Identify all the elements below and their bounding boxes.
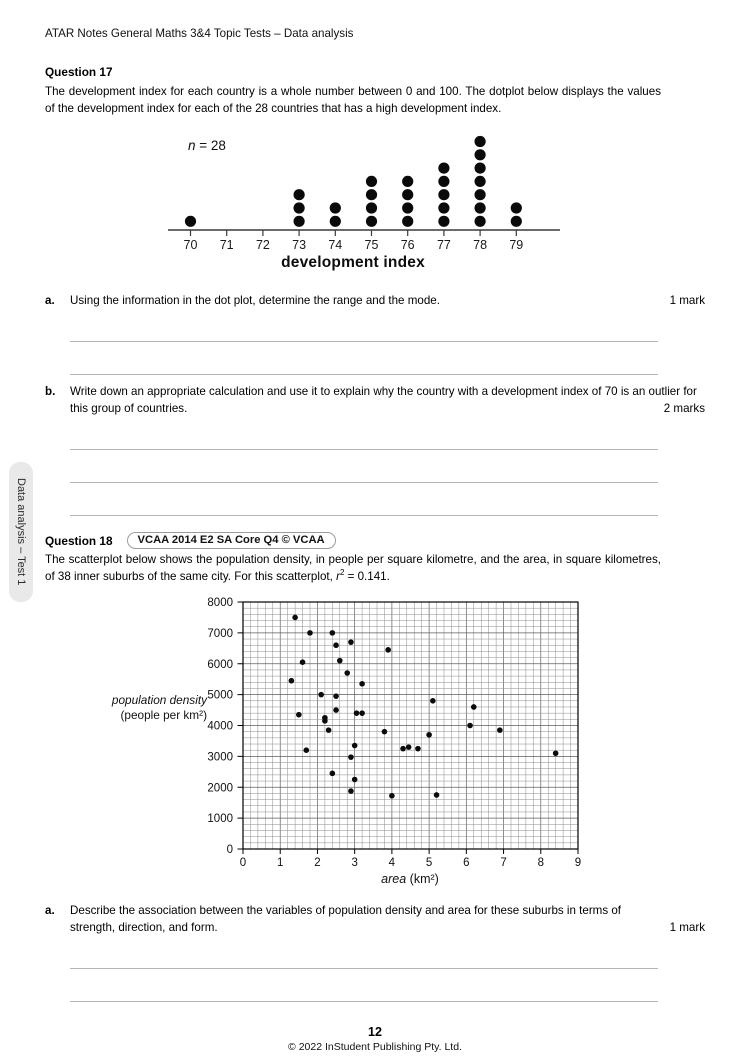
- svg-text:5000: 5000: [207, 689, 233, 702]
- svg-text:(people per km²): (people per km²): [120, 708, 207, 722]
- scatterplot-figure: [110, 592, 705, 897]
- svg-text:3000: 3000: [207, 751, 233, 764]
- answer-line: [70, 936, 658, 969]
- part-text: Describe the association between the variables of population density and area for these suburbs in terms of strength, direction, and form.: [70, 904, 622, 934]
- svg-text:73: 73: [292, 238, 307, 252]
- question-17-section: [45, 65, 705, 516]
- answer-line: [70, 417, 658, 450]
- question-18-title-row: [45, 532, 705, 549]
- question-18-intro: [45, 551, 661, 585]
- intro-text-end: = 0.141.: [344, 570, 390, 583]
- question-17-part-b: [45, 383, 705, 417]
- svg-text:7000: 7000: [207, 627, 233, 640]
- dotplot-svg: [160, 124, 590, 274]
- question-18-title: Question 18: [45, 533, 113, 548]
- svg-text:4: 4: [388, 857, 396, 869]
- svg-text:0: 0: [226, 844, 233, 856]
- document-header: ATAR Notes General Maths 3&4 Topic Tests – Data analysis: [45, 27, 354, 40]
- svg-text:72: 72: [255, 238, 270, 252]
- part-label: a.: [45, 294, 55, 307]
- answer-line: [70, 450, 658, 483]
- answer-area-17a: [70, 309, 705, 375]
- marks-label: 2 marks: [663, 402, 705, 415]
- answer-line: [70, 342, 658, 375]
- copyright-notice: © 2022 InStudent Publishing Pty. Ltd.: [288, 1041, 462, 1053]
- marks-label: 1 mark: [669, 921, 705, 934]
- r-variable: r: [336, 570, 340, 583]
- answer-line: [70, 483, 658, 516]
- svg-text:2000: 2000: [207, 782, 233, 795]
- question-17-title: Question 17: [45, 65, 113, 79]
- question-17-part-a: [45, 292, 705, 309]
- scatterplot-svg: [110, 592, 600, 892]
- svg-text:area (km²): area (km²): [381, 872, 439, 886]
- question-18-part-a: [45, 902, 705, 936]
- page-number: 12: [368, 1025, 382, 1039]
- svg-text:74: 74: [328, 238, 343, 252]
- svg-text:6000: 6000: [207, 658, 233, 671]
- svg-text:75: 75: [364, 238, 379, 252]
- svg-text:8: 8: [537, 857, 544, 869]
- svg-text:8000: 8000: [207, 597, 233, 609]
- source-badge: VCAA 2014 E2 SA Core Q4 © VCAA: [127, 532, 336, 549]
- svg-text:79: 79: [509, 238, 524, 252]
- r-exponent: 2: [339, 568, 345, 578]
- svg-text:2: 2: [314, 857, 321, 869]
- marks-label: 1 mark: [669, 294, 705, 307]
- svg-text:4000: 4000: [207, 720, 233, 733]
- side-tab-label: Data analysis – Test 1: [15, 478, 27, 586]
- dotplot-figure: [45, 124, 705, 279]
- svg-text:70: 70: [183, 238, 198, 252]
- svg-text:9: 9: [574, 857, 582, 869]
- question-17-intro: The development index for each country is a whole number between 0 and 100. The dotplot below displays the values of the development index for each of the 28 countries that has a high development index.: [45, 85, 661, 115]
- svg-text:3: 3: [351, 857, 358, 869]
- svg-text:5: 5: [425, 857, 433, 869]
- svg-text:1000: 1000: [207, 813, 233, 826]
- question-18-section: [45, 532, 705, 1002]
- svg-text:development index: development index: [281, 254, 425, 271]
- part-text: Using the information in the dot plot, determine the range and the mode.: [70, 294, 440, 307]
- svg-text:78: 78: [473, 238, 488, 252]
- svg-text:7: 7: [500, 857, 507, 869]
- answer-area-17b: [70, 417, 705, 516]
- svg-text:population density: population density: [111, 693, 207, 707]
- part-text: Write down an appropriate calculation and use it to explain why the country with a development index of 70 is an outlier for this group of countries.: [70, 385, 697, 415]
- svg-text:0: 0: [239, 857, 247, 869]
- answer-line: [70, 309, 658, 342]
- intro-text: The scatterplot below shows the population density, in people per square kilometre, and the area, in square kilometres, of 38 inner suburbs of the same city. For this scatterplot,: [45, 553, 661, 583]
- svg-text:6: 6: [463, 857, 470, 869]
- answer-line: [70, 969, 658, 1002]
- side-tab-data-analysis-test-1: [9, 462, 33, 602]
- part-label: a.: [45, 904, 55, 917]
- page-footer: [0, 1025, 750, 1053]
- svg-text:n = 28: n = 28: [188, 138, 226, 153]
- answer-area-18a: [70, 936, 705, 1002]
- svg-text:1: 1: [277, 857, 284, 869]
- svg-text:71: 71: [219, 238, 234, 252]
- part-label: b.: [45, 385, 56, 398]
- svg-text:76: 76: [400, 238, 415, 252]
- svg-text:77: 77: [436, 238, 451, 252]
